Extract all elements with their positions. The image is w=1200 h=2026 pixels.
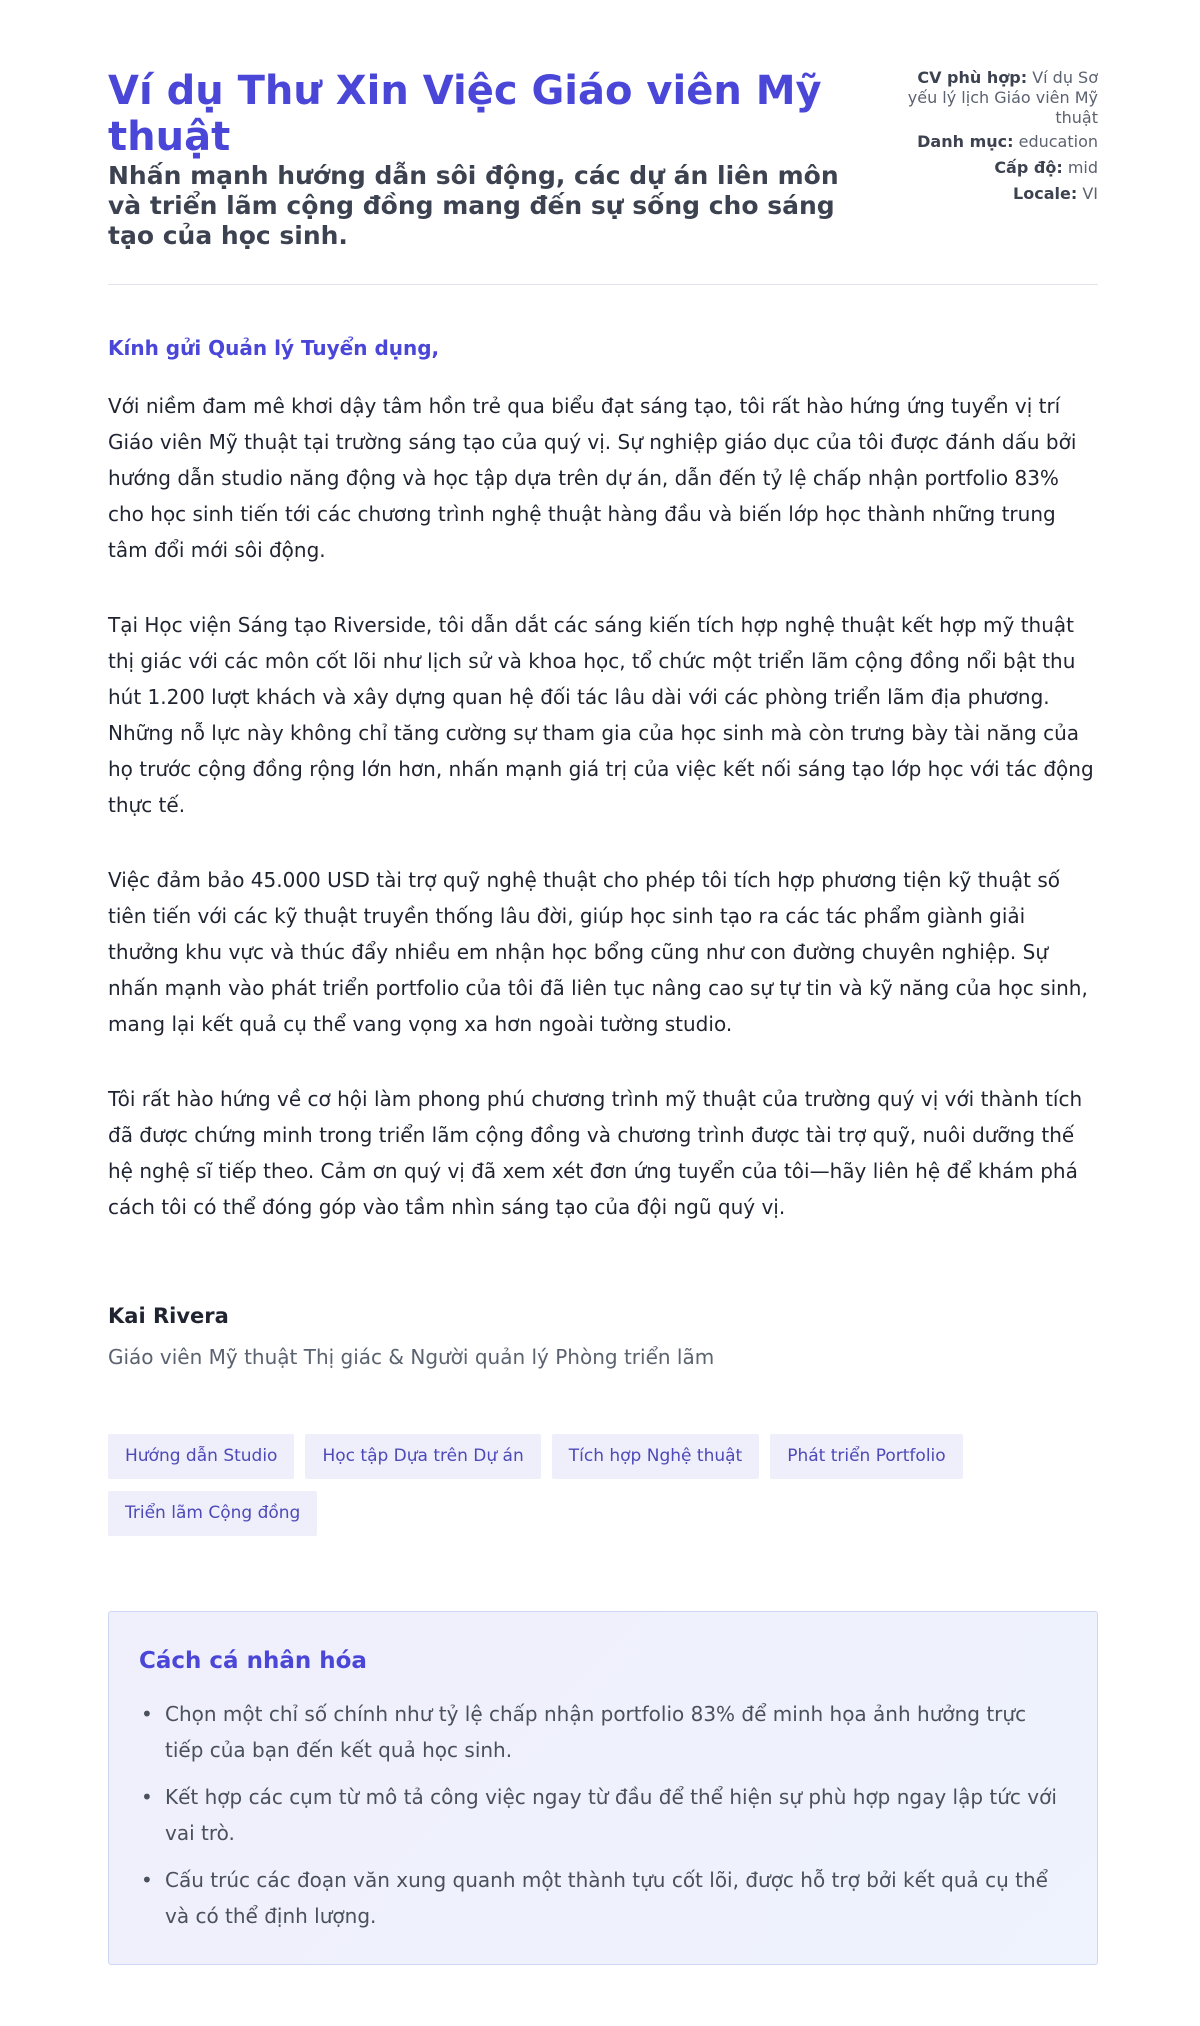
meta-cv-label: CV phù hợp: [917,68,1028,87]
bullet-icon: • [141,1868,153,1892]
meta-category-value: education [1018,132,1098,151]
tips-title: Cách cá nhân hóa [139,1648,367,1674]
page-title: Ví dụ Thư Xin Việc Giáo viên Mỹ thuật [108,68,822,160]
letter-paragraph: Tại Học viện Sáng tạo Riverside, tôi dẫn dắt các sáng kiến tích hợp nghệ thuật kết hợp mỹ thuật thị giác với các môn cốt lõi như lịch sử và khoa học, tổ chức một triển lãm cộng đồng nổi bật thu hút 1.200 lượt khách và xây dựng quan hệ đối tác lâu dài với các phòng triển lãm địa phương. Những nỗ lực này không chỉ tăng cường sự tham gia của học sinh mà còn trưng bày tài năng của họ trước cộng đồng rộng lớn hơn, nhấn mạnh giá trị của việc kết nối sáng tạo lớp học với tác động thực tế. [108,613,1094,817]
meta-locale-value: VI [1082,184,1098,203]
page-subtitle: Nhấn mạnh hướng dẫn sôi động, các dự án liên môn và triển lãm cộng đồng mang đến sự sống cho sáng tạo của học sinh. [108,161,839,250]
personalization-tips-box [108,1611,1098,1965]
tips-list-item [139,1696,1067,1768]
letter-body [108,388,1098,1264]
letter-paragraph: Với niềm đam mê khơi dậy tâm hồn trẻ qua biểu đạt sáng tạo, tôi rất hào hứng ứng tuyển vị trí Giáo viên Mỹ thuật tại trường sáng tạo của quý vị. Sự nghiệp giáo dục của tôi được đánh dấu bởi hướng dẫn studio năng động và học tập dựa trên dự án, dẫn đến tỷ lệ chấp nhận portfolio 83% cho học sinh tiến tới các chương trình nghệ thuật hàng đầu và biến lớp học thành những trung tâm đổi mới sôi động. [108,394,1077,562]
signature-title: Giáo viên Mỹ thuật Thị giác & Người quản lý Phòng triển lãm [108,1345,715,1369]
letter-paragraph: Việc đảm bảo 45.000 USD tài trợ quỹ nghệ thuật cho phép tôi tích hợp phương tiện kỹ thuật số tiên tiến với các kỹ thuật truyền thống lâu đời, giúp học sinh tạo ra các tác phẩm giành giải thưởng khu vực và thúc đẩy nhiều em nhận học bổng cũng như con đường chuyên nghiệp. Sự nhấn mạnh vào phát triển portfolio của tôi đã liên tục nâng cao sự tự tin và kỹ năng của học sinh, mang lại kết quả cụ thể vang vọng xa hơn ngoài tường studio. [108,868,1088,1036]
meta-locale-label: Locale: [1013,184,1078,203]
skill-tag: Học tập Dựa trên Dự án [305,1434,540,1479]
meta-panel [888,68,1098,210]
header-divider [108,284,1098,285]
meta-level-value: mid [1067,158,1098,177]
skill-tag: Hướng dẫn Studio [108,1434,294,1479]
meta-category-label: Danh mục: [917,132,1014,151]
letter-paragraph: Tôi rất hào hứng về cơ hội làm phong phú chương trình mỹ thuật của trường quý vị với thành tích đã được chứng minh trong triển lãm cộng đồng và chương trình được tài trợ quỹ, nuôi dưỡng thế hệ nghệ sĩ tiếp theo. Cảm ơn quý vị đã xem xét đơn ứng tuyển của tôi—hãy liên hệ để khám phá cách tôi có thể đóng góp vào tầm nhìn sáng tạo của đội ngũ quý vị. [108,1087,1083,1219]
tips-list [139,1696,1067,1934]
tip-text: Cấu trúc các đoạn văn xung quanh một thành tựu cốt lõi, được hỗ trợ bởi kết quả cụ thể và có thể định lượng. [165,1868,1048,1928]
salutation: Kính gửi Quản lý Tuyển dụng, [108,336,440,360]
meta-locale [888,184,1098,204]
tip-text: Kết hợp các cụm từ mô tả công việc ngay từ đầu để thể hiện sự phù hợp ngay lập tức với vai trò. [165,1785,1057,1845]
skill-tags [108,1434,1098,1548]
bullet-icon: • [141,1702,153,1726]
meta-cv [888,68,1098,128]
skill-tag: Tích hợp Nghệ thuật [552,1434,759,1479]
tips-list-item [139,1779,1067,1851]
meta-category [888,132,1098,152]
bullet-icon: • [141,1785,153,1809]
meta-level-label: Cấp độ: [994,158,1063,177]
tip-text: Chọn một chỉ số chính như tỷ lệ chấp nhận portfolio 83% để minh họa ảnh hưởng trực tiếp của bạn đến kết quả học sinh. [165,1702,1027,1762]
skill-tag: Triển lãm Cộng đồng [108,1491,317,1536]
signature-name: Kai Rivera [108,1304,229,1328]
meta-level [888,158,1098,178]
meta-cv-value: Ví dụ Sơ yếu lý lịch Giáo viên Mỹ thuật [907,68,1098,127]
tips-list-item [139,1862,1067,1934]
skill-tag: Phát triển Portfolio [770,1434,962,1479]
